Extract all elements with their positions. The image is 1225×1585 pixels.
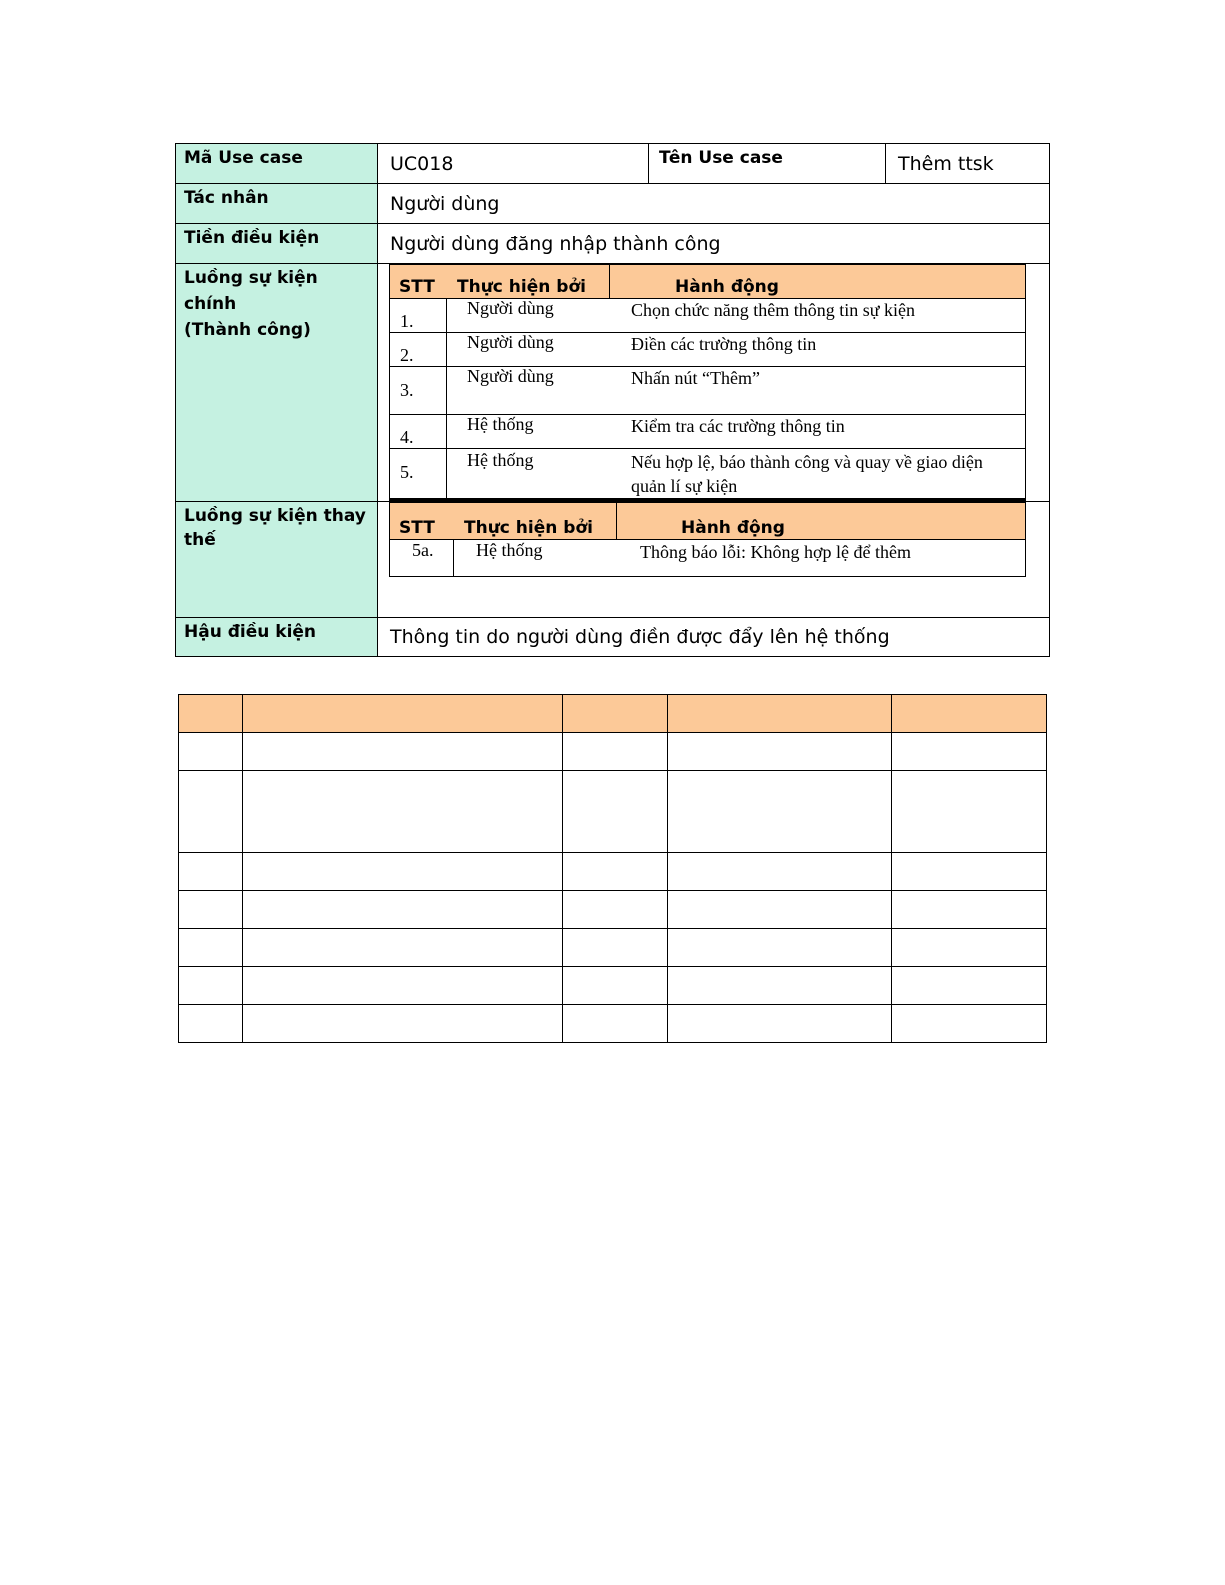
alt-flow-row	[389, 539, 1026, 577]
alt-flow-row-no: 5a.	[412, 540, 434, 560]
use-case-table	[175, 143, 1050, 657]
main-flow-row-by: Người dùng	[467, 366, 554, 386]
alt-flow-label-line2: thế	[184, 530, 216, 550]
main-flow-header-action: Hành động	[675, 277, 779, 297]
main-flow-row-no: 5.	[400, 462, 414, 482]
main-flow-row-by: Người dùng	[467, 298, 554, 318]
postcondition-value: Thông tin do người dùng điền được đẩy lên hệ thống	[377, 617, 1050, 657]
main-flow-row-no: 3.	[400, 380, 414, 400]
grid-header-row	[179, 695, 1047, 733]
alt-flow-header-stt: STT	[399, 518, 435, 538]
use-case-code-value: UC018	[377, 143, 649, 184]
main-flow-row-action: Kiểm tra các trường thông tin	[631, 416, 845, 436]
grid-row	[179, 1005, 1047, 1043]
main-flow-row	[389, 414, 1026, 449]
main-flow-label	[175, 263, 378, 502]
alt-flow-cell	[377, 501, 1050, 618]
use-case-name-value: Thêm ttsk	[885, 143, 1050, 184]
alt-flow-label	[175, 501, 378, 618]
empty-grid-table	[178, 694, 1047, 1043]
main-flow-row-by: Hệ thống	[467, 450, 534, 470]
main-flow-row-action: Nếu hợp lệ, báo thành công và quay về giao diện quản lí sự kiện	[631, 452, 983, 496]
main-flow-header	[389, 264, 1026, 299]
main-flow-row	[389, 298, 1026, 333]
main-flow-row-no: 1.	[400, 311, 414, 331]
alt-flow-table	[389, 502, 1026, 577]
precondition-label: Tiền điều kiện	[175, 223, 378, 264]
actor-label: Tác nhân	[175, 183, 378, 224]
main-flow-table	[389, 264, 1026, 501]
main-flow-row-action: Chọn chức năng thêm thông tin sự kiện	[631, 300, 915, 320]
main-flow-header-by: Thực hiện bởi	[457, 277, 586, 297]
main-flow-cell	[377, 263, 1050, 502]
main-flow-row	[389, 448, 1026, 501]
grid-row	[179, 853, 1047, 891]
grid-row	[179, 891, 1047, 929]
use-case-name-label: Tên Use case	[648, 143, 886, 184]
main-flow-row	[389, 332, 1026, 367]
alt-flow-header	[389, 502, 1026, 540]
grid-row	[179, 771, 1047, 853]
main-flow-row-no: 4.	[400, 427, 414, 447]
alt-flow-header-action: Hành động	[681, 518, 785, 538]
main-flow-row-action: Nhấn nút “Thêm”	[631, 368, 760, 388]
postcondition-label: Hậu điều kiện	[175, 617, 378, 657]
grid-row	[179, 733, 1047, 771]
main-flow-row-action: Điền các trường thông tin	[631, 334, 817, 354]
main-flow-header-stt: STT	[399, 277, 435, 297]
main-flow-row	[389, 366, 1026, 415]
main-flow-label-line1: Luồng sự kiện chính	[184, 268, 318, 314]
alt-flow-header-by: Thực hiện bởi	[464, 518, 593, 538]
actor-value: Người dùng	[377, 183, 1050, 224]
alt-flow-label-line1: Luồng sự kiện thay	[184, 506, 366, 526]
main-flow-row-no: 2.	[400, 345, 414, 365]
alt-flow-row-by: Hệ thống	[476, 540, 543, 560]
main-flow-row-by: Người dùng	[467, 332, 554, 352]
use-case-code-label: Mã Use case	[175, 143, 378, 184]
main-flow-label-line2: (Thành công)	[184, 320, 311, 340]
grid-row	[179, 967, 1047, 1005]
alt-flow-row-action: Thông báo lỗi: Không hợp lệ để thêm	[640, 542, 911, 562]
grid-row	[179, 929, 1047, 967]
precondition-value: Người dùng đăng nhập thành công	[377, 223, 1050, 264]
main-flow-row-by: Hệ thống	[467, 414, 534, 434]
